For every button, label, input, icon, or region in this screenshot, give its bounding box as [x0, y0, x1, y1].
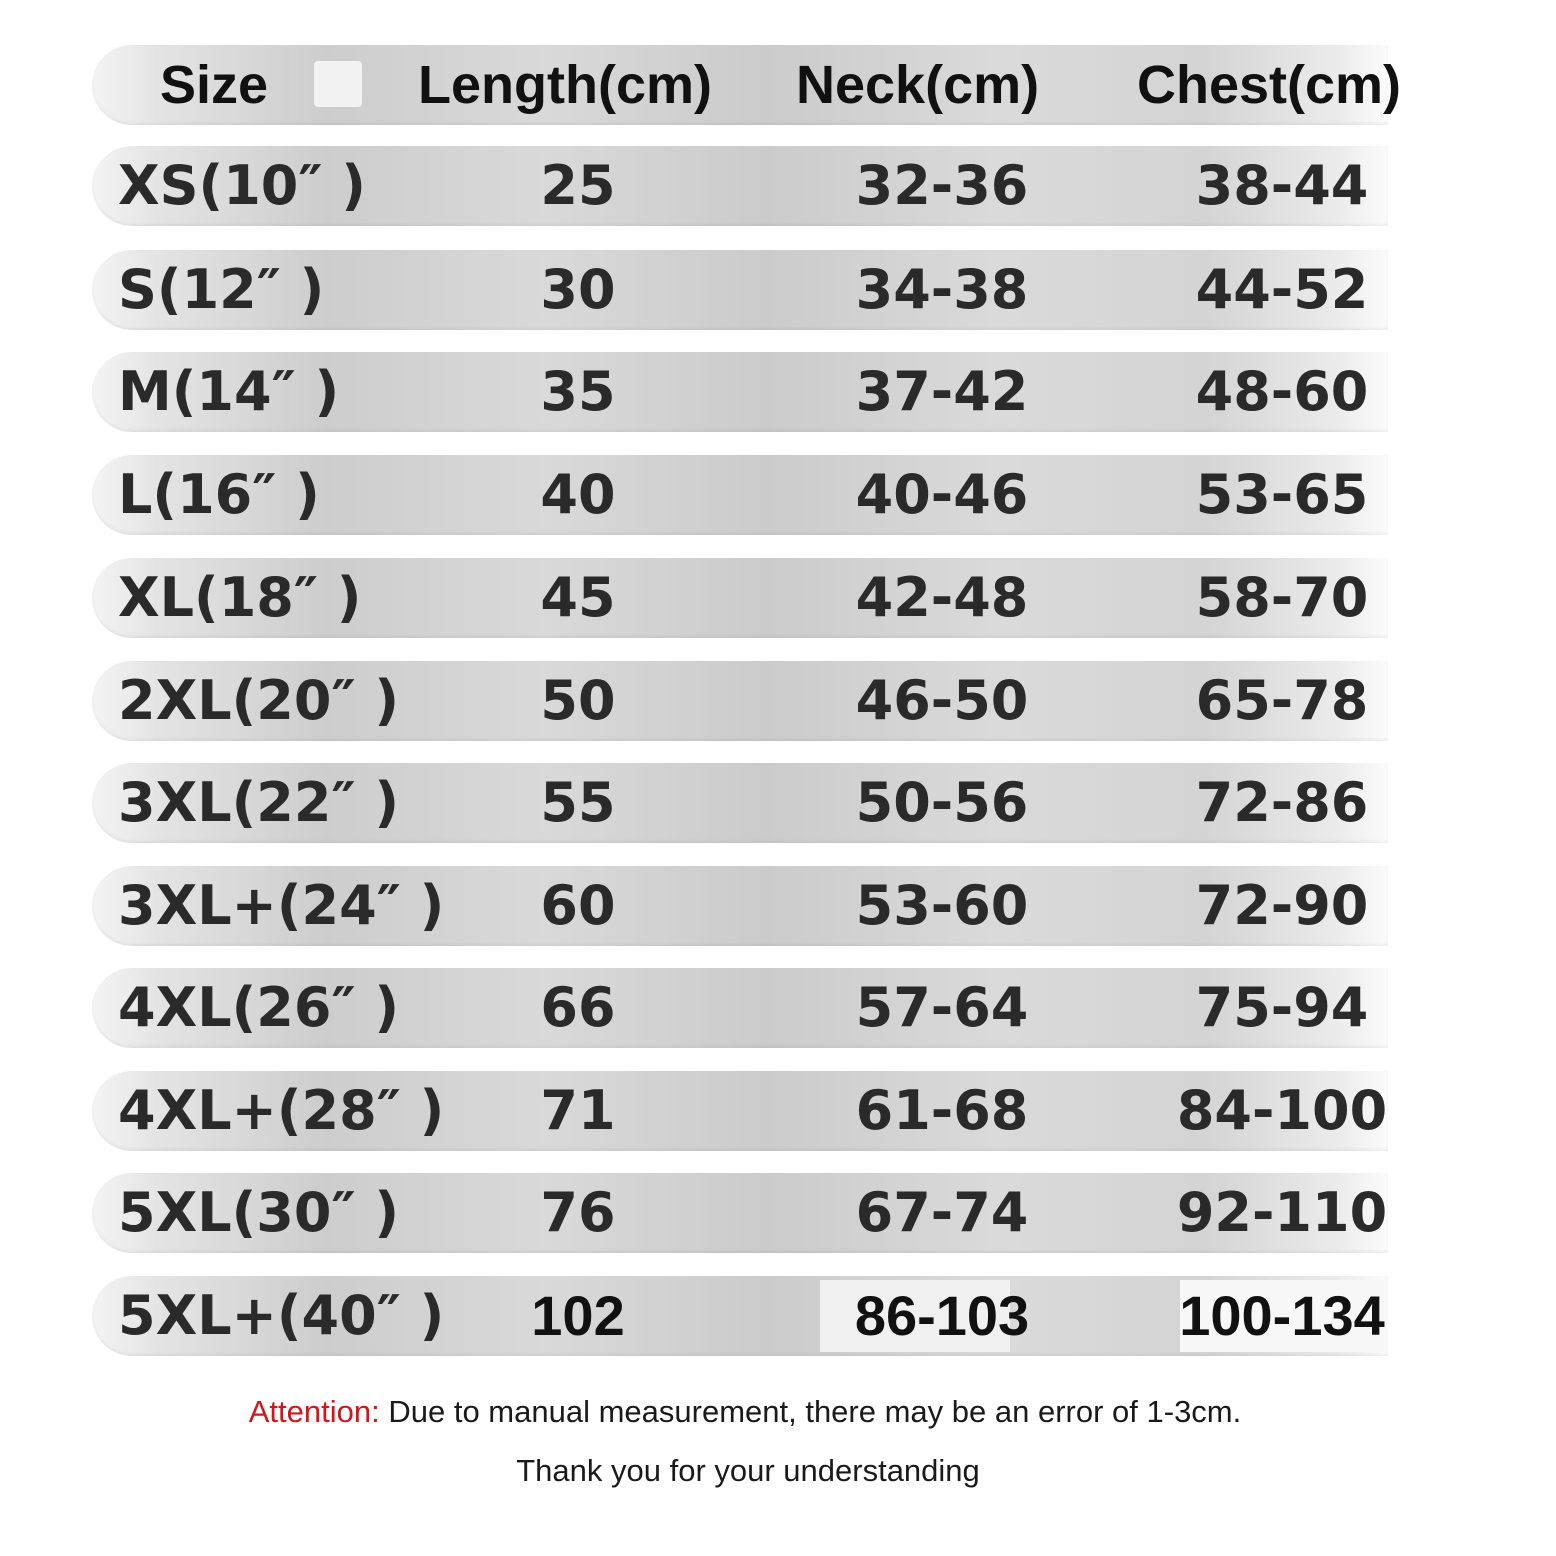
- length-cell: 55: [540, 771, 616, 834]
- length-cell: 50: [540, 669, 616, 732]
- length-cell: 45: [540, 566, 616, 629]
- table-header: [92, 45, 1402, 125]
- thanks-text: Thank you for your understanding: [516, 1453, 980, 1488]
- color-swatch: [314, 61, 362, 107]
- size-cell: L(16″ ): [118, 463, 320, 526]
- header-neck: Neck(cm): [796, 55, 1040, 115]
- neck-cell: 67-74: [855, 1181, 1029, 1244]
- chest-cell: 84-100: [1176, 1079, 1388, 1142]
- size-cell: 5XL+(40″ ): [118, 1284, 445, 1347]
- neck-cell: 34-38: [855, 258, 1029, 321]
- length-cell: 66: [540, 976, 616, 1039]
- size-cell: 3XL+(24″ ): [118, 874, 445, 937]
- chest-cell: 48-60: [1195, 360, 1369, 423]
- size-cell: XL(18″ ): [118, 566, 362, 629]
- neck-cell: 61-68: [855, 1079, 1029, 1142]
- size-cell: 4XL+(28″ ): [118, 1079, 445, 1142]
- neck-cell: 37-42: [855, 360, 1029, 423]
- header-chest: Chest(cm): [1137, 55, 1402, 115]
- length-cell: 35: [540, 360, 616, 423]
- length-cell: 76: [540, 1181, 616, 1244]
- chest-cell: 72-86: [1195, 771, 1369, 834]
- table-row: [92, 1276, 1388, 1356]
- table-row: [92, 866, 1388, 946]
- size-cell: 4XL(26″ ): [118, 976, 400, 1039]
- table-row: [92, 763, 1388, 843]
- chest-cell: 100-134: [1179, 1284, 1385, 1347]
- size-cell: 3XL(22″ ): [118, 771, 400, 834]
- size-cell: 2XL(20″ ): [118, 669, 400, 732]
- length-cell: 30: [540, 258, 616, 321]
- length-cell: 102: [531, 1284, 625, 1347]
- chest-cell: 65-78: [1195, 669, 1369, 732]
- header-length: Length(cm): [418, 55, 712, 115]
- measurement-notice: [0, 1394, 1490, 1430]
- chest-cell: 38-44: [1195, 154, 1369, 217]
- attention-label: Attention:: [248, 1394, 380, 1429]
- length-cell: 71: [540, 1079, 616, 1142]
- attention-text: Due to manual measurement, there may be an error of 1-3cm.: [379, 1394, 1242, 1429]
- length-cell: 25: [540, 154, 616, 217]
- chest-cell: 75-94: [1195, 976, 1369, 1039]
- table-row: [92, 146, 1388, 226]
- table-row: [92, 1071, 1388, 1151]
- table-row: [92, 558, 1388, 638]
- size-cell: 5XL(30″ ): [118, 1181, 400, 1244]
- chest-cell: 53-65: [1195, 463, 1369, 526]
- neck-cell: 42-48: [855, 566, 1029, 629]
- chest-cell: 58-70: [1195, 566, 1369, 629]
- table-row: [92, 661, 1388, 741]
- size-cell: M(14″ ): [118, 360, 340, 423]
- table-row: [92, 1173, 1388, 1253]
- neck-cell: 53-60: [855, 874, 1029, 937]
- header-size: Size: [160, 55, 269, 115]
- length-cell: 60: [540, 874, 616, 937]
- length-cell: 40: [540, 463, 616, 526]
- chest-cell: 92-110: [1176, 1181, 1388, 1244]
- neck-cell: 50-56: [855, 771, 1029, 834]
- table-row: [92, 250, 1388, 330]
- chest-cell: 72-90: [1195, 874, 1369, 937]
- neck-cell: 86-103: [854, 1284, 1030, 1347]
- neck-cell: 57-64: [855, 976, 1029, 1039]
- table-row: [92, 352, 1388, 432]
- neck-cell: 40-46: [855, 463, 1029, 526]
- table-row: [92, 455, 1388, 535]
- size-cell: XS(10″ ): [118, 154, 366, 217]
- table-row: [92, 968, 1388, 1048]
- size-cell: S(12″ ): [118, 258, 325, 321]
- neck-cell: 46-50: [855, 669, 1029, 732]
- chest-cell: 44-52: [1195, 258, 1369, 321]
- neck-cell: 32-36: [855, 154, 1029, 217]
